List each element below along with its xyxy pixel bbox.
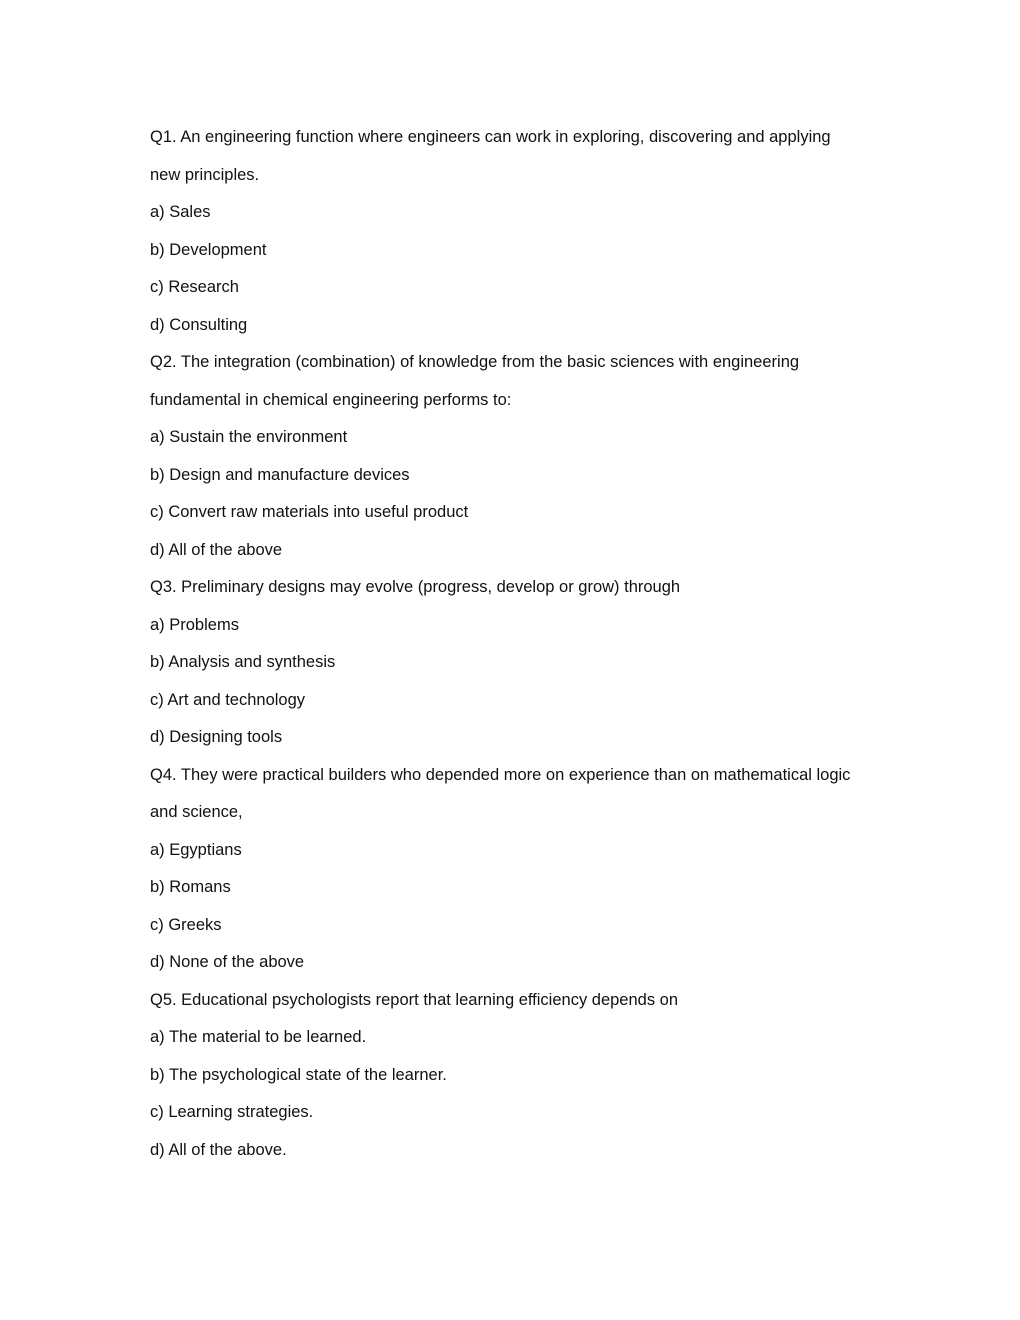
question-block: [150, 982, 880, 1170]
question-text: Q4. They were practical builders who depended more on experience than on mathematical logic: [150, 765, 851, 784]
answer-option: b) Romans: [150, 878, 231, 896]
question-text: new principles.: [150, 165, 260, 184]
answer-option: a) Sustain the environment: [150, 428, 348, 446]
answer-option: d) All of the above.: [150, 1140, 287, 1159]
answer-option: b) Development: [150, 240, 267, 259]
answer-option: d) Consulting: [150, 315, 248, 334]
answer-option: d) All of the above: [150, 540, 283, 559]
answer-option: c) Research: [150, 278, 239, 296]
question-text: Q3. Preliminary designs may evolve (progress, develop or grow) through: [150, 578, 681, 596]
answer-option: b) Design and manufacture devices: [150, 465, 410, 484]
answer-option: a) Egyptians: [150, 840, 242, 859]
answer-option: a) The material to be learned.: [150, 1028, 367, 1046]
answer-option: c) Convert raw materials into useful product: [150, 503, 469, 521]
answer-option: b) The psychological state of the learner.: [150, 1065, 447, 1084]
question-block: [150, 344, 880, 569]
answer-option: a) Problems: [150, 615, 239, 634]
question-text: and science,: [150, 803, 243, 821]
answer-option: a) Sales: [150, 203, 211, 221]
answer-option: b) Analysis and synthesis: [150, 653, 336, 671]
question-block: [150, 757, 880, 982]
answer-option: c) Learning strategies.: [150, 1103, 314, 1121]
answer-option: c) Greeks: [150, 915, 222, 934]
question-text: fundamental in chemical engineering performs to:: [150, 390, 512, 409]
answer-option: d) Designing tools: [150, 728, 283, 746]
question-text: Q2. The integration (combination) of knowledge from the basic sciences with engineering: [150, 353, 800, 371]
question-block: [150, 119, 880, 344]
question-block: [150, 569, 880, 757]
answer-option: d) None of the above: [150, 953, 305, 971]
answer-option: c) Art and technology: [150, 690, 306, 709]
question-text: Q5. Educational psychologists report that learning efficiency depends on: [150, 990, 679, 1009]
quiz-document: [150, 119, 880, 1169]
question-text: Q1. An engineering function where engineers can work in exploring, discovering and applying: [150, 128, 831, 146]
